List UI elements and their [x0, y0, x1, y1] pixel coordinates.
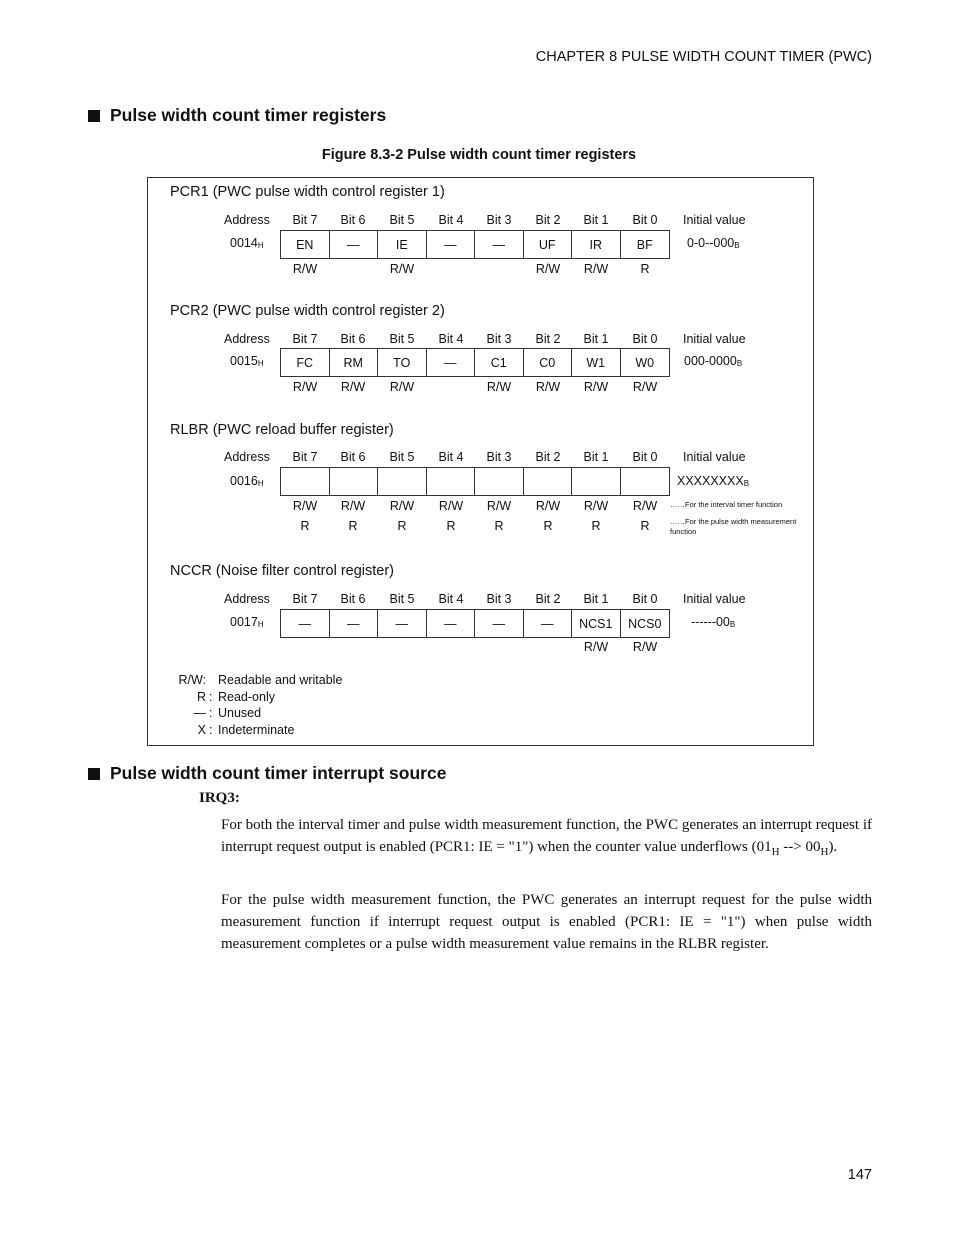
bit-label: Bit 0 [632, 332, 658, 346]
register-title-pcr2: PCR2 (PWC pulse width control register 2) [170, 303, 445, 319]
bit-cell: EN [281, 231, 330, 258]
legend-text: Indeterminate [218, 722, 295, 737]
bit-label: Bit 3 [486, 332, 512, 346]
bit-label: Bit 3 [486, 450, 512, 464]
legend-row: — : Unused [176, 705, 342, 722]
legend-text: Unused [218, 706, 262, 721]
bit-label: Bit 0 [632, 450, 658, 464]
initial-value: $000-0000_B$ [684, 354, 743, 368]
bit-label: Bit 6 [340, 450, 366, 464]
bit-label: Bit 5 [389, 450, 415, 464]
bit-cell [281, 468, 330, 495]
bit-label: Bit 4 [438, 592, 464, 606]
interrupt-paragraph-1: For both the interval timer and pulse width measurement function, the PWC generates an interrupt request if interrupt request output is enabled (PCR1: IE = "1") when the counter value underflows ($01_H$ --> $00_H$). [221, 817, 872, 858]
register-cells-nccr [280, 609, 670, 638]
register-cells-pcr2 [280, 348, 670, 377]
access-label: R/W [486, 380, 512, 394]
address-header: Address [224, 592, 270, 606]
bit-label: Bit 0 [632, 592, 658, 606]
bit-cell: TO [378, 349, 427, 376]
access-legend [176, 672, 342, 738]
bit-label: Bit 1 [583, 592, 609, 606]
address-header: Address [224, 450, 270, 464]
register-address: $0014_H$ [230, 236, 264, 250]
legend-row [176, 672, 342, 689]
register-cells-pcr1 [280, 230, 670, 259]
bit-label: Bit 2 [535, 213, 561, 227]
access-label: R/W [340, 499, 366, 513]
access-label: R/W [535, 262, 561, 276]
access-label: R/W [486, 499, 512, 513]
access-label: R/W [389, 499, 415, 513]
access-label: R/W [389, 380, 415, 394]
bit-cell: IR [572, 231, 621, 258]
bit-cell: — [330, 610, 379, 637]
bit-cell: IE [378, 231, 427, 258]
bit-label: Bit 1 [583, 332, 609, 346]
bit-cell: C0 [524, 349, 573, 376]
initial-value: $------00_B$ [691, 615, 736, 629]
bit-cell [475, 468, 524, 495]
bit-cell: — [281, 610, 330, 637]
interrupt-paragraph-2: For the pulse width measurement function, the PWC generates an interrupt request for the pulse width measurement function if interrupt request output is enabled (PCR1: IE = "1") when pulse width measurement completes or a pulse width measurement value remains in the RLBR register. [221, 892, 872, 952]
bit-label: Bit 4 [438, 213, 464, 227]
bit-cell: RM [330, 349, 379, 376]
access-label: R [494, 519, 504, 533]
access-label: R/W [292, 499, 318, 513]
access-note-measurement: ……For the pulse width measurement function [670, 517, 797, 536]
bit-cell: — [427, 231, 476, 258]
access-label: R/W [632, 640, 658, 654]
bit-cell [330, 468, 379, 495]
access-label: R/W [438, 499, 464, 513]
bit-cell: — [427, 349, 476, 376]
access-label: R/W [535, 380, 561, 394]
access-label: R [397, 519, 407, 533]
access-label: R [640, 519, 650, 533]
register-title-nccr: NCCR (Noise filter control register) [170, 563, 394, 579]
bit-cell: NCS0 [628, 616, 662, 631]
access-label: R [591, 519, 601, 533]
bit-cell: — [378, 610, 427, 637]
page-number: 147 [847, 1167, 872, 1183]
bit-cell: — [427, 610, 476, 637]
register-address: $0017_H$ [230, 615, 264, 629]
access-label: R/W [292, 380, 318, 394]
bit-cell: UF [524, 231, 573, 258]
bit-cell: NCS1 [572, 610, 621, 637]
bit-label: Bit 5 [389, 592, 415, 606]
legend-row: X : Indeterminate [176, 722, 342, 739]
access-label: R [640, 262, 650, 276]
bit-label: Bit 0 [632, 213, 658, 227]
bit-cell [427, 468, 476, 495]
bit-cell: — [330, 231, 379, 258]
bit-label: Bit 3 [486, 592, 512, 606]
register-figure [147, 177, 814, 746]
access-label: R [348, 519, 358, 533]
legend-symbol: X [197, 722, 206, 737]
legend-text: Read-only [218, 689, 275, 704]
bit-label: Bit 5 [389, 332, 415, 346]
bit-cell: W1 [572, 349, 621, 376]
register-title-rlbr: RLBR (PWC reload buffer register) [170, 422, 394, 438]
legend-symbol: R/W: [178, 673, 206, 688]
bit-label: Bit 3 [486, 213, 512, 227]
register-title-pcr1: PCR1 (PWC pulse width control register 1) [170, 184, 445, 200]
chapter-header: CHAPTER 8 PULSE WIDTH COUNT TIMER (PWC) [535, 49, 872, 65]
access-note-interval: ……For the interval timer function [670, 500, 783, 509]
access-label: R/W [292, 262, 318, 276]
bit-label: Bit 6 [340, 592, 366, 606]
initial-value-header: Initial value [683, 450, 746, 464]
bit-label: Bit 7 [292, 592, 318, 606]
bit-cell: C1 [475, 349, 524, 376]
bit-cell: FC [281, 349, 330, 376]
address-header: Address [224, 332, 270, 346]
bit-label: Bit 2 [535, 592, 561, 606]
section-heading-text: Pulse width count timer registers [110, 105, 387, 125]
bit-cell [572, 468, 621, 495]
bit-cell: BF [636, 237, 653, 252]
figure-caption: Figure 8.3-2 Pulse width count timer registers [321, 147, 637, 163]
access-label: R [446, 519, 456, 533]
legend-row: R : Read-only [176, 689, 342, 706]
irq-label: IRQ3: [199, 790, 240, 806]
access-label: R/W [583, 380, 609, 394]
section-heading-registers [88, 105, 386, 126]
access-label: R/W [583, 640, 609, 654]
access-label: R [300, 519, 310, 533]
access-label: R/W [632, 380, 658, 394]
bit-label: Bit 4 [438, 332, 464, 346]
initial-value-header: Initial value [683, 213, 746, 227]
access-label: R/W [389, 262, 415, 276]
bit-cell: — [524, 610, 573, 637]
bit-label: Bit 6 [340, 213, 366, 227]
bit-label: Bit 7 [292, 213, 318, 227]
bit-cell: — [475, 231, 524, 258]
initial-value-header: Initial value [683, 332, 746, 346]
initial-value-header: Initial value [683, 592, 746, 606]
bit-label: Bit 5 [389, 213, 415, 227]
register-address: $0015_H$ [230, 354, 264, 368]
access-label: R/W [340, 380, 366, 394]
access-label: R [543, 519, 553, 533]
address-header: Address [224, 213, 270, 227]
bit-label: Bit 7 [292, 332, 318, 346]
bit-label: Bit 2 [535, 332, 561, 346]
initial-value: $XXXXXXXX_B$ [677, 474, 750, 488]
bit-label: Bit 6 [340, 332, 366, 346]
access-label: R/W [632, 499, 658, 513]
section-heading-text: Pulse width count timer interrupt source [110, 763, 447, 783]
bullet-square-icon [88, 110, 100, 122]
bit-cell: — [475, 610, 524, 637]
bit-label: Bit 4 [438, 450, 464, 464]
bullet-square-icon [88, 768, 100, 780]
bit-label: Bit 7 [292, 450, 318, 464]
section-heading-interrupt [88, 763, 446, 784]
access-label: R/W [583, 262, 609, 276]
bit-label: Bit 1 [583, 213, 609, 227]
bit-cell [378, 468, 427, 495]
legend-text: Readable and writable [218, 673, 343, 688]
access-label: R/W [583, 499, 609, 513]
bit-label: Bit 1 [583, 450, 609, 464]
register-cells-rlbr [280, 467, 670, 496]
legend-symbol: R [196, 689, 206, 704]
initial-value: $0-0--000_B$ [687, 236, 740, 250]
access-label: R/W [535, 499, 561, 513]
bit-cell: W0 [635, 355, 655, 370]
bit-label: Bit 2 [535, 450, 561, 464]
bit-cell [524, 468, 573, 495]
register-address: $0016_H$ [230, 474, 264, 488]
bit-cell [621, 468, 670, 495]
legend-symbol: — [193, 706, 206, 721]
